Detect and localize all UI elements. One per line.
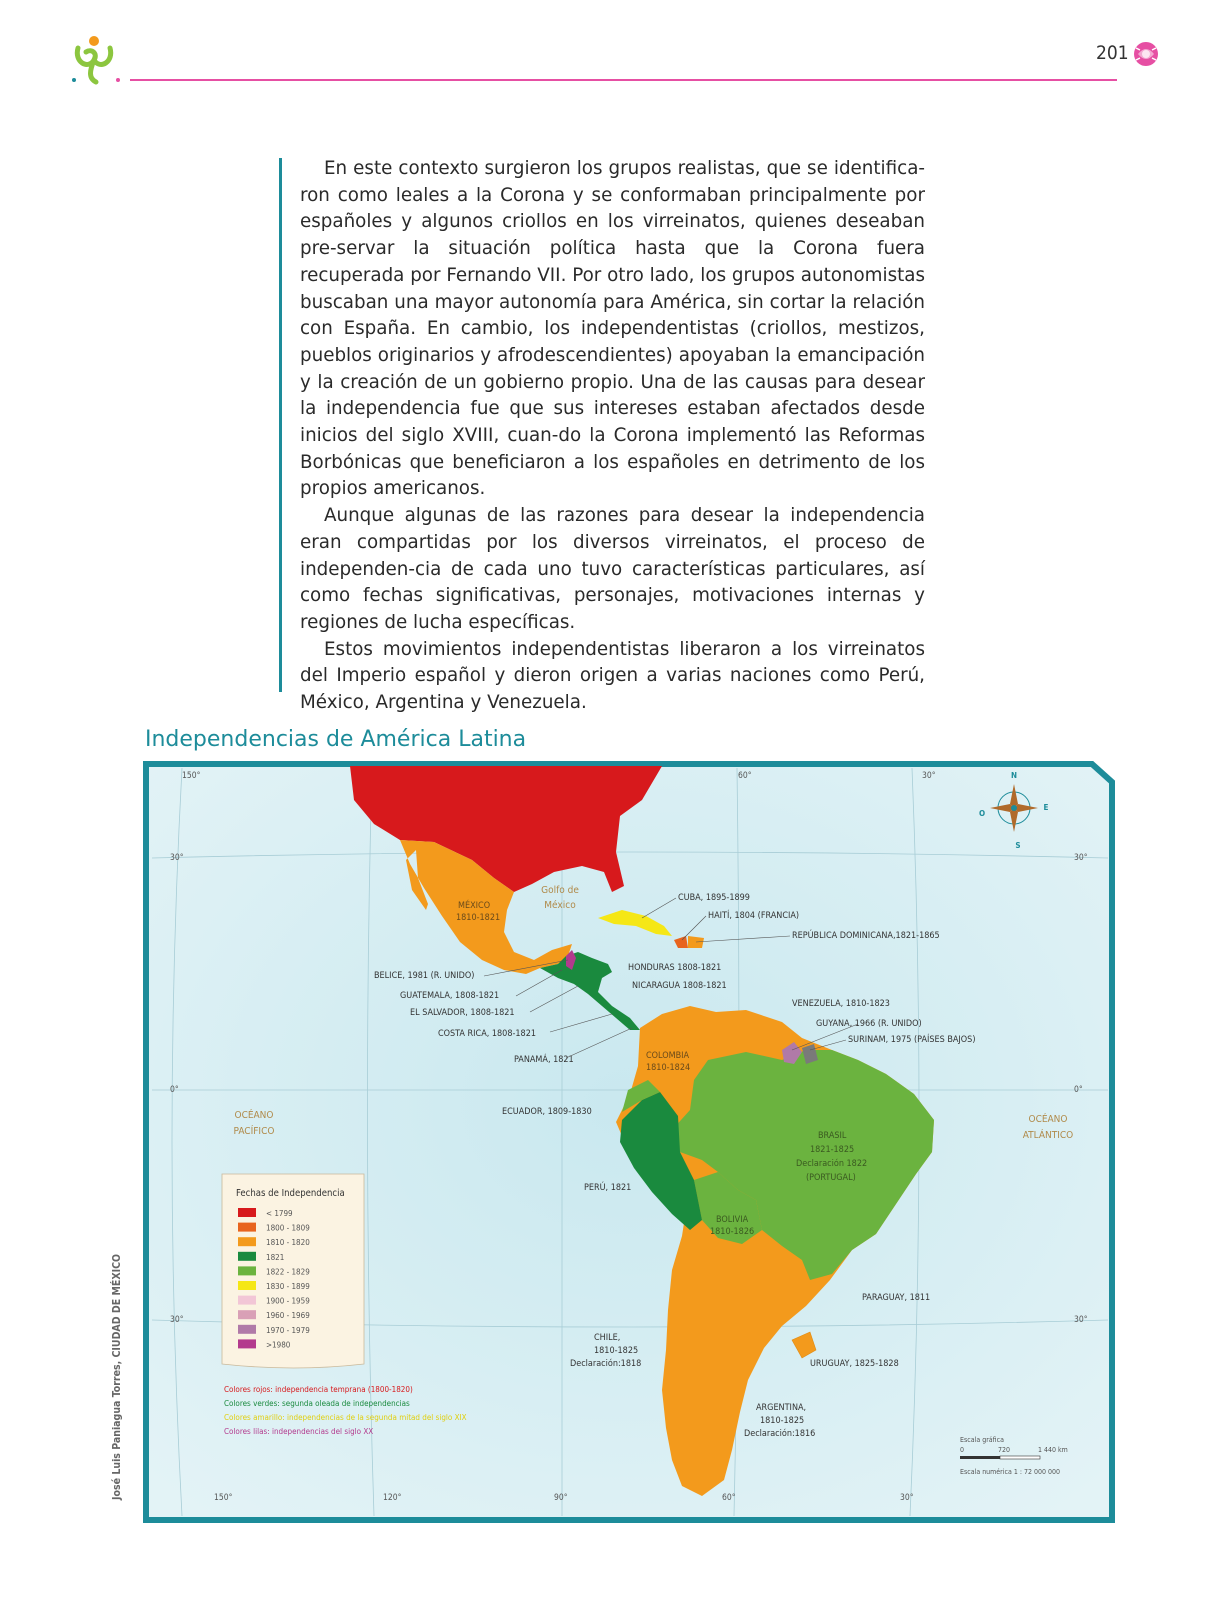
sea-label: OCÉANO [234, 1110, 274, 1121]
country-label-brasil: Declaración 1822 [796, 1159, 868, 1169]
legend-swatch [238, 1252, 256, 1261]
country-label-argentina: Declaración:1816 [744, 1429, 816, 1439]
grid-label: 0° [1074, 1085, 1083, 1095]
legend-note: Colores verdes: segunda oleada de independencias [224, 1399, 410, 1408]
scale-tick: 1 440 km [1038, 1446, 1068, 1454]
country-label-belice: BELICE, 1981 (R. UNIDO) [374, 971, 475, 981]
country-label-venezuela: VENEZUELA, 1810-1823 [792, 999, 890, 1009]
country-label-honduras: HONDURAS 1808-1821 [628, 963, 722, 973]
legend-label: 1821 [266, 1252, 285, 1262]
legend-title: Fechas de Independencia [236, 1188, 345, 1199]
compass-e: E [1043, 803, 1049, 812]
country-label-brasil: (PORTUGAL) [806, 1173, 856, 1183]
grid-label: 60° [738, 771, 752, 781]
grid-label: 30° [170, 853, 184, 863]
grid-label: 150° [214, 1493, 233, 1503]
paragraph: Estos movimientos independentistas liberaron a los virreinatos del Imperio español y dieron origen a varias naciones como Perú, México, Argentina y Venezuela. [300, 638, 925, 714]
body-text [300, 156, 925, 717]
grid-label: 30° [1074, 1315, 1088, 1325]
legend-label: 1960 - 1969 [266, 1311, 310, 1321]
legend-label: >1980 [266, 1340, 291, 1350]
compass-s: S [1015, 841, 1021, 850]
grid-label: 120° [383, 1493, 402, 1503]
country-label-argentina: ARGENTINA, [756, 1403, 807, 1413]
legend-swatch [238, 1296, 256, 1305]
scale-tick: 720 [998, 1446, 1011, 1454]
country-label-argentina: 1810-1825 [760, 1416, 805, 1426]
country-label-chile: CHILE, [594, 1333, 621, 1343]
sea-label: México [544, 900, 576, 911]
sea-label: OCÉANO [1028, 1114, 1068, 1125]
country-label-guyana: GUYANA, 1966 (R. UNIDO) [816, 1019, 922, 1029]
country-label-elsalvador: EL SALVADOR, 1808-1821 [410, 1008, 515, 1018]
country-label-ecuador: ECUADOR, 1809-1830 [502, 1107, 592, 1117]
country-label-paraguay: PARAGUAY, 1811 [862, 1293, 931, 1303]
legend-swatch [238, 1310, 256, 1319]
legend-label: 1970 - 1979 [266, 1325, 310, 1335]
scale-tick: 0 [960, 1446, 965, 1454]
grid-label: 150° [182, 771, 201, 781]
country-label-cuba: CUBA, 1895-1899 [678, 893, 750, 903]
header-rule [130, 79, 1117, 81]
country-label-guatemala: GUATEMALA, 1808-1821 [400, 991, 500, 1001]
country-label-panama: PANAMÁ, 1821 [514, 1055, 574, 1065]
legend-swatch [238, 1208, 256, 1217]
page-number: 201 [1096, 42, 1129, 64]
sea-label: ATLÁNTICO [1022, 1130, 1074, 1141]
legend-label: 1822 - 1829 [266, 1267, 310, 1277]
grid-label: 30° [922, 771, 936, 781]
legend-swatch [238, 1266, 256, 1275]
grid-label: 90° [554, 1493, 568, 1503]
map-title: Independencias de América Latina [145, 727, 527, 752]
legend-label: 1800 - 1809 [266, 1223, 310, 1233]
grid-label: 60° [722, 1493, 736, 1503]
ornament-icon [1132, 40, 1160, 68]
country-label-chile: Declaración:1818 [570, 1359, 642, 1369]
country-label-mexico: MÉXICO [458, 901, 491, 911]
country-label-bolivia: BOLIVIA [716, 1215, 749, 1225]
legend-swatch [238, 1325, 256, 1334]
country-label-colombia: COLOMBIA [646, 1051, 690, 1061]
country-label-haiti: HAITÍ, 1804 (FRANCIA) [708, 911, 800, 921]
logo-icon [70, 34, 126, 86]
country-label-surinam: SURINAM, 1975 (PAÍSES BAJOS) [848, 1035, 976, 1045]
country-label-uruguay: URUGUAY, 1825-1828 [810, 1359, 899, 1369]
legend-note: Colores lilas: independencias del siglo XX [224, 1427, 374, 1436]
country-label-colombia: 1810-1824 [646, 1063, 691, 1073]
paragraph: En este contexto surgieron los grupos realistas, que se identifica-ron como leales a la Corona y se conformaban principalmente por españoles y algunos criollos en los virreinatos, quienes deseaban pre-servar la situación política hasta que la Corona fuera recuperada por Fernando VII. Por otro lado, los grupos autonomistas buscaban una mayor autonomía para América, sin cortar la relación con España. En cambio, los independentistas (criollos, mestizos, pueblos originarios y afrodescendientes) apoyaban la emancipación y la creación de un gobierno propio. Una de las causas para desear la independencia fue que sus intereses estaban afectados desde inicios del siglo XVIII, cuan-do la Corona implementó las Reformas Borbónicas que beneficiaron a los españoles en detrimento de los propios americanos. [300, 158, 925, 500]
legend-note: Colores rojos: independencia temprana (1800-1820) [224, 1385, 413, 1394]
country-label-brasil: BRASIL [818, 1131, 847, 1141]
legend-swatch [238, 1339, 256, 1348]
sea-label: PACÍFICO [233, 1126, 275, 1137]
legend-label: 1830 - 1899 [266, 1282, 310, 1291]
legend-note: Colores amarillo: independencias de la segunda mitad del siglo XIX [224, 1413, 467, 1422]
country-label-chile: 1810-1825 [594, 1346, 639, 1356]
sea-label: Golfo de [541, 885, 579, 896]
scale-numeric: Escala numérica 1 : 72 000 000 [960, 1468, 1061, 1476]
grid-label: 0° [170, 1085, 179, 1095]
country-label-dominicana: REPÚBLICA DOMINICANA,1821-1865 [792, 931, 940, 941]
legend-swatch [238, 1237, 256, 1246]
grid-label: 30° [1074, 853, 1088, 863]
legend-swatch [238, 1223, 256, 1232]
country-label-bolivia: 1810-1826 [710, 1227, 755, 1237]
scale-title: Escala gráfica [960, 1436, 1004, 1444]
compass-o: O [978, 809, 986, 818]
country-label-mexico: 1810-1821 [456, 913, 501, 923]
grid-label: 30° [900, 1493, 914, 1503]
legend [222, 1174, 364, 1368]
paragraph: Aunque algunas de las razones para desear la independencia eran compartidas por los diversos virreinatos, el proceso de independen-cia de cada uno tuvo características particulares, así como fechas significativas, personajes, motivaciones internas y regiones de lucha específicas. [300, 505, 925, 633]
country-label-brasil: 1821-1825 [810, 1145, 855, 1155]
country-label-peru: PERÚ, 1821 [584, 1183, 632, 1193]
country-label-costarica: COSTA RICA, 1808-1821 [438, 1029, 536, 1039]
country-label-nicaragua: NICARAGUA 1808-1821 [632, 981, 727, 991]
legend-label: 1810 - 1820 [266, 1238, 310, 1248]
legend-label: < 1799 [266, 1209, 293, 1218]
compass-n: N [1010, 771, 1018, 780]
text-accent-bar [279, 158, 282, 692]
map-credit: José Luis Paniagua Torres, CIUDAD DE MÉXICO [111, 1253, 123, 1500]
legend-swatch [238, 1281, 256, 1290]
grid-label: 30° [170, 1315, 184, 1325]
legend-label: 1900 - 1959 [266, 1296, 310, 1306]
map [142, 760, 1116, 1524]
